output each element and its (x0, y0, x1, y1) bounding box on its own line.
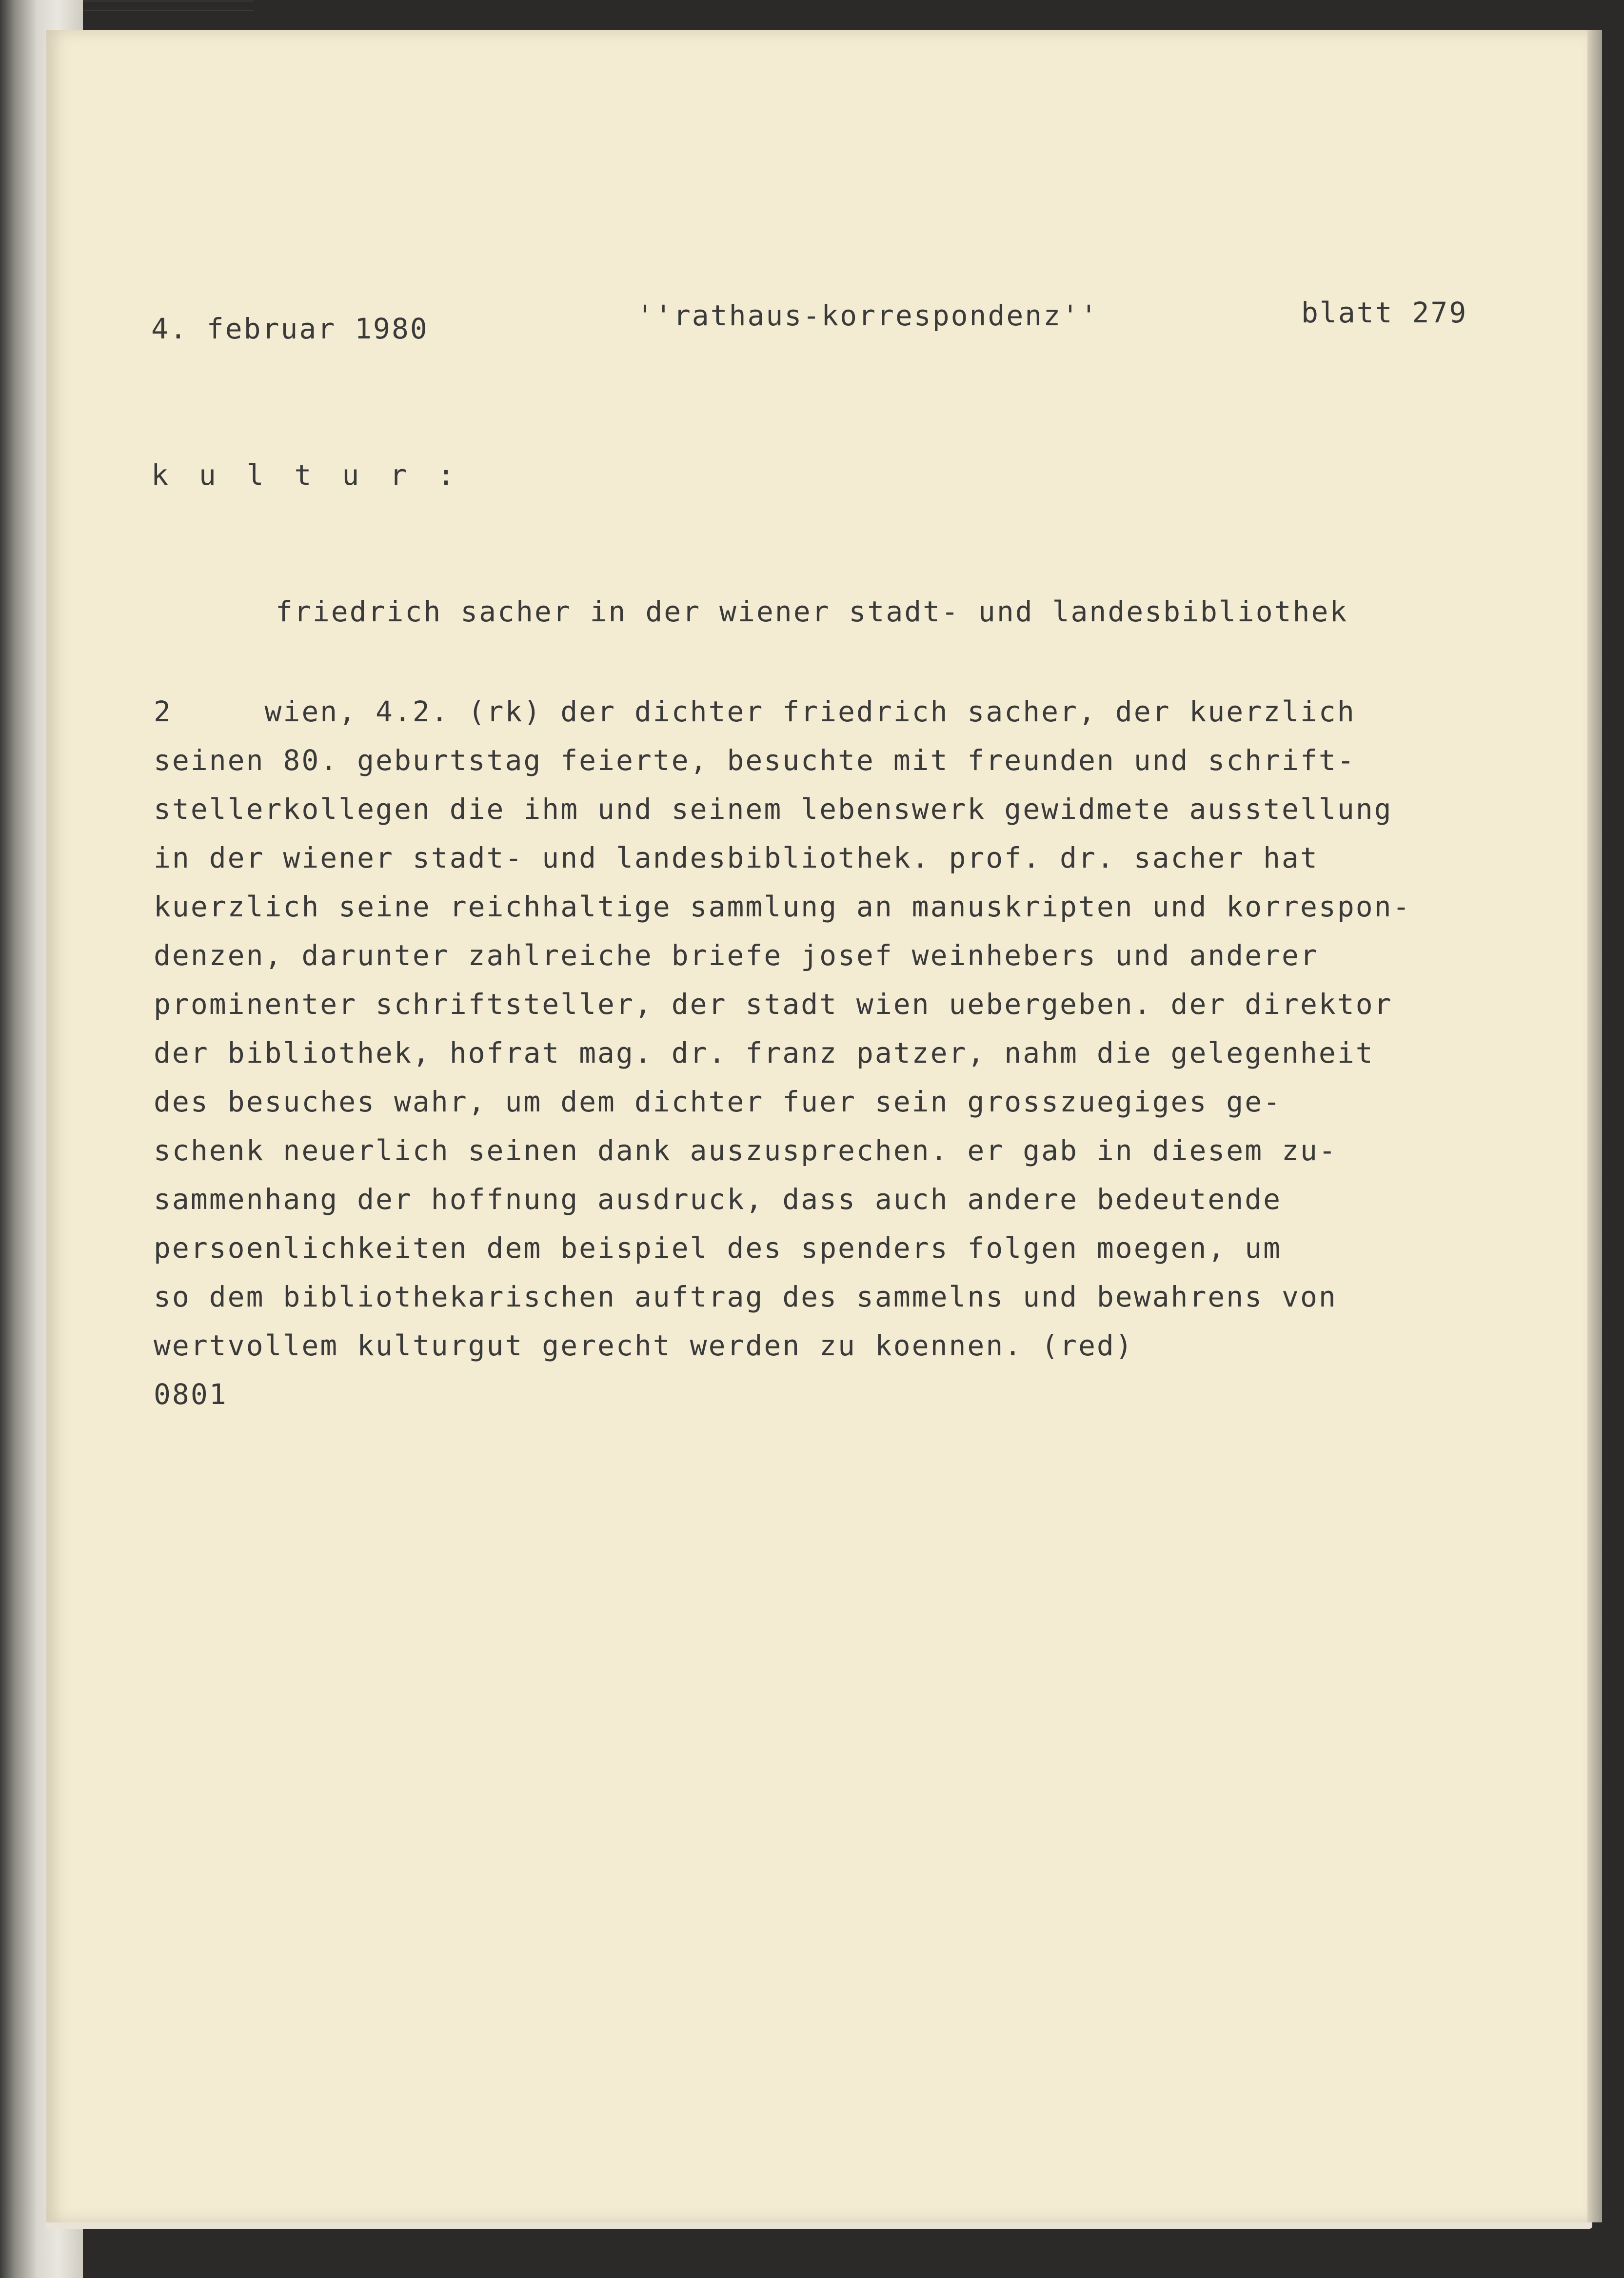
body-line: persoenlichkeiten dem beispiel des spenders folgen moegen, um (154, 1231, 1282, 1265)
header-sheet-number: blatt 279 (1301, 296, 1468, 329)
document-code: 0801 (154, 1378, 228, 1411)
body-line: denzen, darunter zahlreiche briefe josef weinhebers und anderer (154, 939, 1319, 972)
body-line: stellerkollegen die ihm und seinem lebenswerk gewidmete ausstellung (154, 792, 1393, 826)
article-headline: friedrich sacher in der wiener stadt- und landesbibliothek (276, 595, 1348, 628)
document-page (46, 30, 1587, 2222)
header-date: 4. februar 1980 (151, 312, 429, 345)
body-line: des besuches wahr, um dem dichter fuer sein grosszuegiges ge- (154, 1085, 1282, 1118)
body-line: wertvollem kulturgut gerecht werden zu koennen. (red) (154, 1329, 1134, 1362)
body-line: kuerzlich seine reichhaltige sammlung an manuskripten und korrespon- (154, 890, 1411, 923)
body-line: sammenhang der hoffnung ausdruck, dass auch andere bedeutende (154, 1183, 1282, 1216)
body-line: in der wiener stadt- und landesbibliothek. prof. dr. sacher hat (154, 841, 1319, 874)
section-label: k u l t u r : (151, 458, 461, 492)
body-line: so dem bibliothekarischen auftrag des sammelns und bewahrens von (154, 1280, 1337, 1313)
page-right-edge (1587, 30, 1602, 2222)
body-line: prominenter schriftsteller, der stadt wien uebergeben. der direktor (154, 988, 1393, 1021)
body-line: 2 wien, 4.2. (rk) der dichter friedrich sacher, der kuerzlich (154, 695, 1356, 728)
body-line: schenk neuerlich seinen dank auszusprechen. er gab in diesem zu- (154, 1134, 1337, 1167)
body-line: seinen 80. geburtstag feierte, besuchte mit freunden und schrift- (154, 744, 1356, 777)
body-line: der bibliothek, hofrat mag. dr. franz patzer, nahm die gelegenheit (154, 1036, 1374, 1070)
header-title: ''rathaus-korrespondenz'' (636, 299, 1099, 332)
